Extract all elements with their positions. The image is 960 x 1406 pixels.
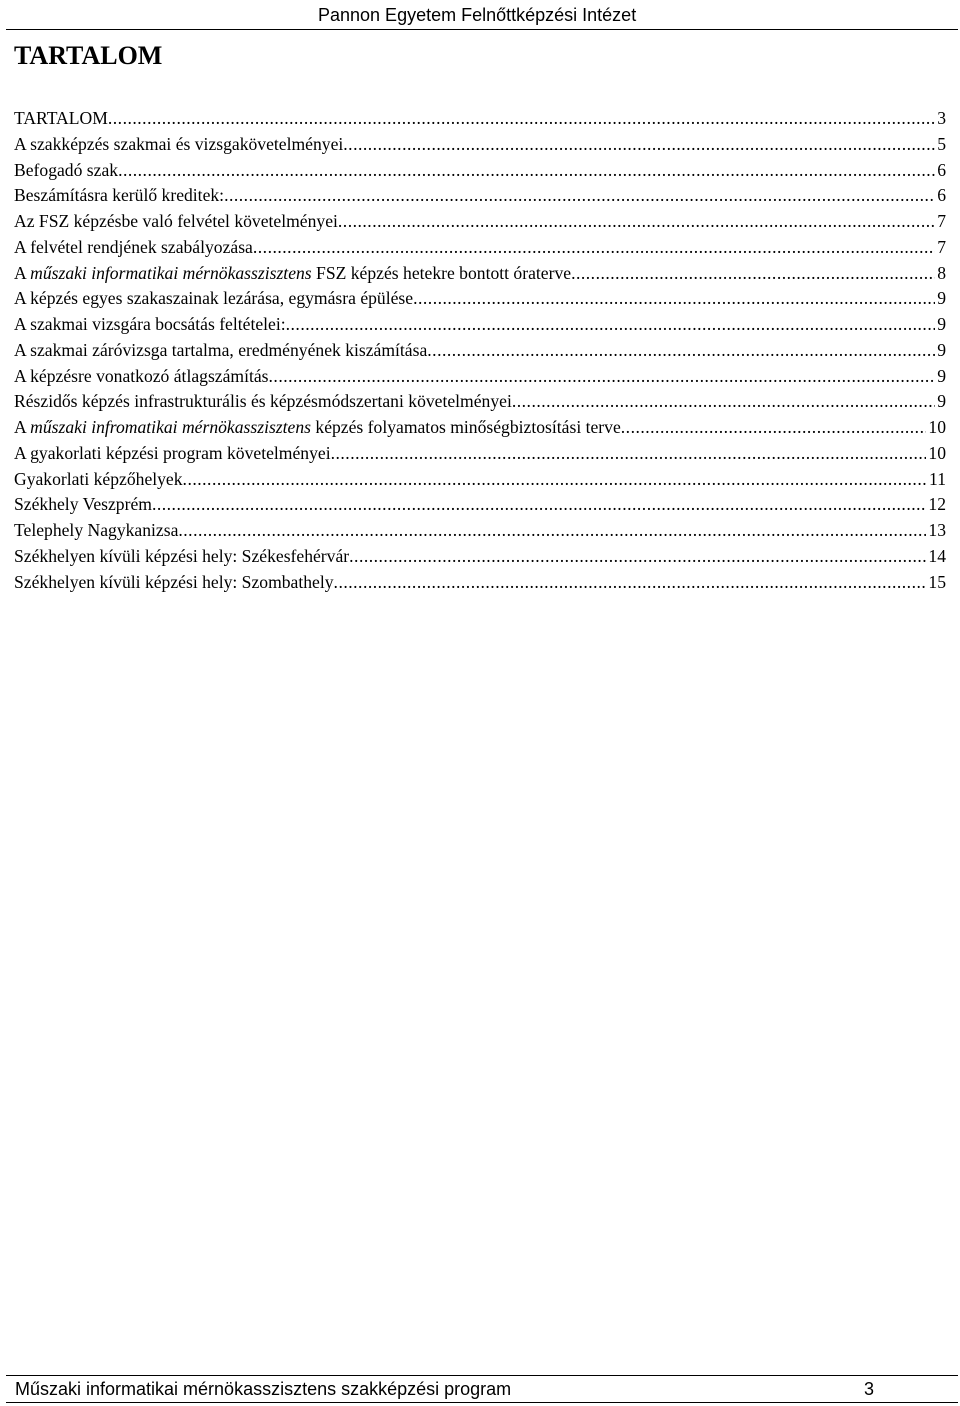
toc-entry-title: Székhely Veszprém xyxy=(14,494,152,515)
toc-entry[interactable] xyxy=(14,261,946,287)
toc-entry-title: Befogadó szak xyxy=(14,159,119,180)
toc-entry[interactable] xyxy=(14,286,946,312)
toc-entry-page: 9 xyxy=(937,339,946,360)
toc-entry[interactable] xyxy=(14,312,946,338)
toc-dot-leader xyxy=(413,286,935,312)
toc-dot-leader xyxy=(331,441,927,467)
toc-entry[interactable] xyxy=(14,338,946,364)
toc-entry-page: 9 xyxy=(937,314,946,334)
toc-dot-leader xyxy=(152,492,926,518)
toc-entry-page: 13 xyxy=(928,520,946,540)
toc-entry-title: A szakmai vizsgára bocsátás feltételei: xyxy=(14,314,286,334)
toc-entry[interactable] xyxy=(14,518,946,544)
toc-entry-page: 8 xyxy=(937,262,946,283)
toc-entry-page: 6 xyxy=(937,185,946,206)
header-institution: Pannon Egyetem Felnőttképzési Intézet xyxy=(318,5,637,25)
toc-entry-title: A képzés egyes szakaszainak lezárása, egymásra épülése xyxy=(14,288,414,309)
toc-entry-title: Beszámításra kerülő kreditek: xyxy=(14,185,225,206)
toc-entry-title: A képzésre vonatkozó átlagszámítás xyxy=(14,365,269,386)
toc-entry[interactable] xyxy=(14,132,946,158)
toc-entry-page: 14 xyxy=(928,545,946,566)
page-title: TARTALOM xyxy=(14,41,163,70)
toc-entry-title: Telephely Nagykanizsa xyxy=(14,520,179,540)
toc-dot-leader xyxy=(183,467,928,493)
toc-entry[interactable] xyxy=(14,106,946,132)
footer-page-number: 3 xyxy=(863,1379,874,1399)
toc-entry[interactable] xyxy=(14,492,946,518)
toc-entry-title: Székhelyen kívüli képzési hely: Székesfehérvár xyxy=(14,545,350,566)
toc-entry[interactable] xyxy=(14,570,946,596)
toc-entry-page: 10 xyxy=(928,442,946,463)
page-header xyxy=(0,0,960,33)
toc-entry[interactable] xyxy=(14,467,946,493)
footer-program: Műszaki informatikai mérnökasszisztens szakképzési program xyxy=(15,1379,512,1399)
toc-entry-title: A szakmai záróvizsga tartalma, eredményének kiszámítása xyxy=(14,339,428,360)
toc-entry[interactable] xyxy=(14,364,946,390)
toc-dot-leader xyxy=(338,209,935,235)
toc-entry[interactable] xyxy=(14,235,946,261)
toc-entry-title: Székhelyen kívüli képzési hely: Szombathely xyxy=(14,571,334,592)
toc-dot-leader xyxy=(108,106,935,132)
toc-entry[interactable] xyxy=(14,209,946,235)
table-of-contents xyxy=(14,106,946,595)
toc-entry-title: Részidős képzés infrastrukturális és képzésmódszertani követelményei xyxy=(14,391,512,412)
toc-entry-page: 10 xyxy=(928,417,946,437)
toc-entry-page: 9 xyxy=(937,288,946,309)
toc-entry-title: A műszaki infromatikai mérnökasszisztens képzés folyamatos minőségbiztosítási terve xyxy=(14,417,621,437)
toc-entry-title: A műszaki informatikai mérnökasszisztens FSZ képzés hetekre bontott óraterve xyxy=(14,262,572,283)
toc-dot-leader xyxy=(118,158,935,184)
toc-entry-page: 3 xyxy=(937,108,946,128)
toc-dot-leader xyxy=(224,183,935,209)
toc-dot-leader xyxy=(349,544,926,570)
toc-entry-title: A gyakorlati képzési program követelményei xyxy=(14,442,331,463)
toc-dot-leader xyxy=(343,132,935,158)
toc-dot-leader xyxy=(178,518,926,544)
toc-entry-page: 7 xyxy=(937,211,946,231)
toc-entry-page: 7 xyxy=(937,236,946,257)
toc-entry[interactable] xyxy=(14,158,946,184)
toc-dot-leader xyxy=(253,235,935,261)
toc-dot-leader xyxy=(621,415,927,441)
toc-entry-title: A szakképzés szakmai és vizsgakövetelményei xyxy=(14,133,344,154)
toc-entry[interactable] xyxy=(14,544,946,570)
toc-entry-page: 15 xyxy=(928,571,946,592)
toc-dot-leader xyxy=(512,389,935,415)
toc-entry-page: 5 xyxy=(937,133,946,154)
toc-entry-page: 9 xyxy=(937,391,946,412)
toc-dot-leader xyxy=(427,338,935,364)
toc-entry-title: A felvétel rendjének szabályozása xyxy=(14,236,253,257)
toc-dot-leader xyxy=(334,570,927,596)
toc-entry[interactable] xyxy=(14,389,946,415)
toc-entry[interactable] xyxy=(14,415,946,441)
page-footer xyxy=(6,1375,958,1403)
toc-entry-title: Az FSZ képzésbe való felvétel követelményei xyxy=(14,211,338,231)
toc-entry-page: 6 xyxy=(937,159,946,180)
toc-entry-title: TARTALOM xyxy=(14,108,108,128)
toc-entry[interactable] xyxy=(14,441,946,467)
header-rule xyxy=(6,29,958,30)
toc-entry[interactable] xyxy=(14,183,946,209)
toc-entry-page: 9 xyxy=(937,365,946,386)
toc-dot-leader xyxy=(286,312,936,338)
toc-dot-leader xyxy=(269,364,936,390)
toc-entry-page: 12 xyxy=(928,494,946,515)
toc-entry-page: 11 xyxy=(929,468,946,489)
toc-dot-leader xyxy=(571,261,935,287)
toc-entry-title: Gyakorlati képzőhelyek xyxy=(14,468,183,489)
